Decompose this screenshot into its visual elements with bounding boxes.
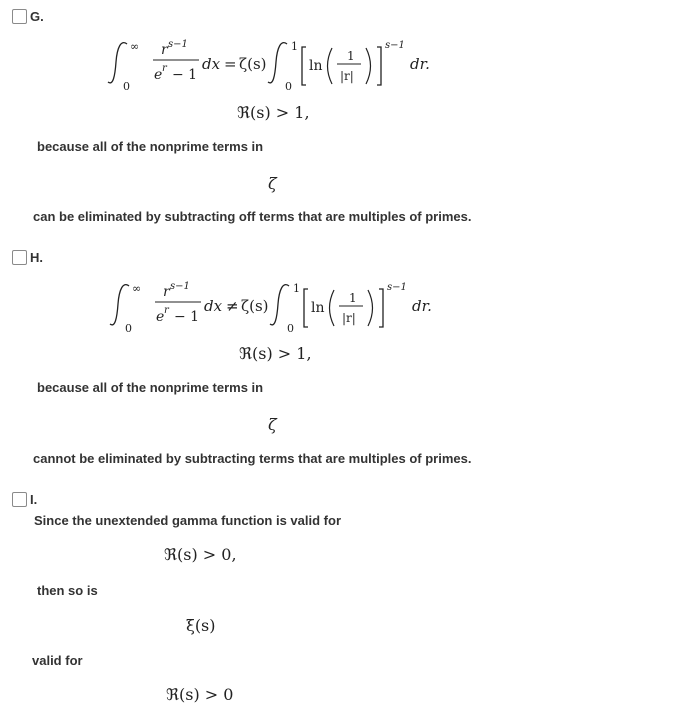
left-paren <box>330 290 335 326</box>
upper-limit-2: 1 <box>291 40 298 53</box>
frac-num: 1 <box>347 49 355 63</box>
denominator-tail: − 1 <box>172 67 198 83</box>
outer-exponent: s−1 <box>387 282 407 293</box>
option-i-text-1: Since the unextended gamma function is valid for <box>34 513 341 528</box>
numerator-exponent: s−1 <box>168 39 188 50</box>
right-bracket <box>379 289 383 327</box>
right-paren <box>366 48 371 84</box>
integral-sign <box>108 43 127 83</box>
lower-limit-2: 0 <box>285 80 292 93</box>
relation: ≠ <box>226 297 239 315</box>
dr: dr. <box>412 297 432 315</box>
denominator-exponent: r <box>162 63 167 74</box>
lower-limit: 0 <box>125 322 132 335</box>
option-h-text-2: cannot be eliminated by subtracting terms that are multiples of primes. <box>33 451 472 466</box>
dx: dx <box>202 55 221 73</box>
option-i[interactable] <box>12 492 37 507</box>
option-i-text-3: valid for <box>32 653 83 668</box>
ln: ln <box>309 58 323 74</box>
option-h-label: H. <box>30 250 43 265</box>
option-g-equation <box>105 36 445 94</box>
option-g-text-1: because all of the nonprime terms in <box>37 139 264 154</box>
integral-sign-2 <box>270 285 289 325</box>
option-h[interactable] <box>12 250 43 265</box>
denominator-exponent: r <box>164 305 169 316</box>
right-paren <box>368 290 373 326</box>
option-i-checkbox[interactable] <box>12 492 27 507</box>
option-h-checkbox[interactable] <box>12 250 27 265</box>
upper-limit-2: 1 <box>293 282 300 295</box>
option-g[interactable] <box>12 9 44 24</box>
left-bracket <box>302 47 306 85</box>
option-h-text-1: because all of the nonprime terms in <box>37 380 264 395</box>
left-paren <box>328 48 333 84</box>
left-bracket <box>304 289 308 327</box>
denominator-base: e <box>154 67 163 83</box>
denominator-tail: − 1 <box>174 309 200 325</box>
option-i-condition-1: ℜ(s) > 0, <box>164 545 237 564</box>
zeta-s: ζ(s) <box>241 297 269 315</box>
denominator-base: e <box>156 309 165 325</box>
upper-limit: ∞ <box>130 40 140 53</box>
numerator-base: r <box>161 42 168 58</box>
numerator-base: r <box>163 284 170 300</box>
option-h-equation <box>107 278 447 336</box>
lower-limit: 0 <box>123 80 130 93</box>
option-i-label: I. <box>30 492 38 507</box>
option-i-xi: ξ(s) <box>186 616 216 635</box>
lower-limit-2: 0 <box>287 322 294 335</box>
frac-den: |r| <box>340 69 354 83</box>
relation: = <box>224 55 237 73</box>
option-g-checkbox[interactable] <box>12 9 27 24</box>
outer-exponent: s−1 <box>385 40 405 51</box>
ln: ln <box>311 300 325 316</box>
option-g-label: G. <box>30 9 44 24</box>
frac-num: 1 <box>349 291 357 305</box>
frac-den: |r| <box>342 311 356 325</box>
right-bracket <box>377 47 381 85</box>
option-i-condition-2: ℜ(s) > 0 <box>166 685 234 704</box>
numerator-exponent: s−1 <box>170 281 190 292</box>
option-g-condition: ℜ(s) > 1, <box>237 103 310 122</box>
integral-sign <box>110 285 129 325</box>
zeta-s: ζ(s) <box>239 55 267 73</box>
option-g-text-2: can be eliminated by subtracting off terms that are multiples of primes. <box>33 209 472 224</box>
option-h-zeta: ζ <box>268 415 277 434</box>
integral-sign-2 <box>268 43 287 83</box>
option-i-text-2: then so is <box>37 583 98 598</box>
option-h-condition: ℜ(s) > 1, <box>239 344 312 363</box>
dr: dr. <box>410 55 430 73</box>
upper-limit: ∞ <box>132 282 142 295</box>
option-g-zeta: ζ <box>268 174 277 193</box>
dx: dx <box>204 297 223 315</box>
